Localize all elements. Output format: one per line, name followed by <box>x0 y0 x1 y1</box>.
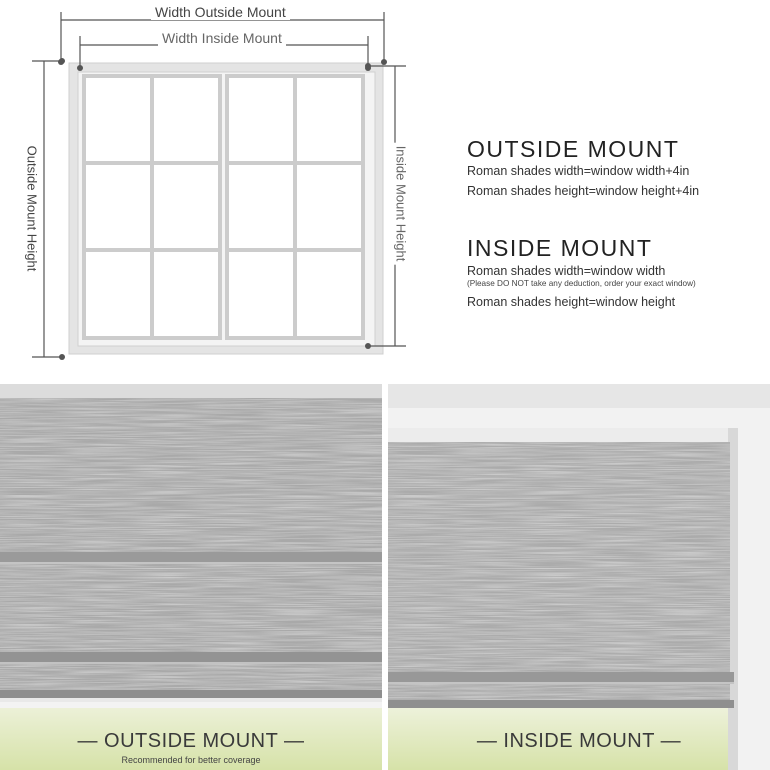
measurement-diagram <box>0 0 770 380</box>
outside-height-formula: Roman shades height=window height+4in <box>467 184 700 198</box>
inside-width-formula: Roman shades width=window width <box>467 264 666 278</box>
height-inside-label: Inside Mount Height <box>393 143 408 265</box>
inside-mount-shade-graphic <box>388 384 770 770</box>
width-inside-label: Width Inside Mount <box>158 30 286 46</box>
height-outside-label: Outside Mount Height <box>24 143 39 275</box>
outside-mount-caption: — OUTSIDE MOUNT — <box>77 730 305 752</box>
outside-mount-caption-sub: Recommended for better coverage <box>121 755 261 765</box>
inside-mount-caption: — INSIDE MOUNT — <box>476 730 682 752</box>
outside-width-formula: Roman shades width=window width+4in <box>467 164 690 178</box>
inside-width-note: (Please DO NOT take any deduction, order your exact window) <box>467 279 696 288</box>
inside-mount-heading: INSIDE MOUNT <box>467 235 653 261</box>
inside-height-formula: Roman shades height=window height <box>467 295 676 309</box>
width-outside-label: Width Outside Mount <box>151 4 290 20</box>
inside-mount-photo <box>388 384 770 770</box>
outside-mount-photo <box>0 384 382 770</box>
outside-mount-heading: OUTSIDE MOUNT <box>467 136 680 162</box>
outside-mount-shade-graphic <box>0 384 382 770</box>
